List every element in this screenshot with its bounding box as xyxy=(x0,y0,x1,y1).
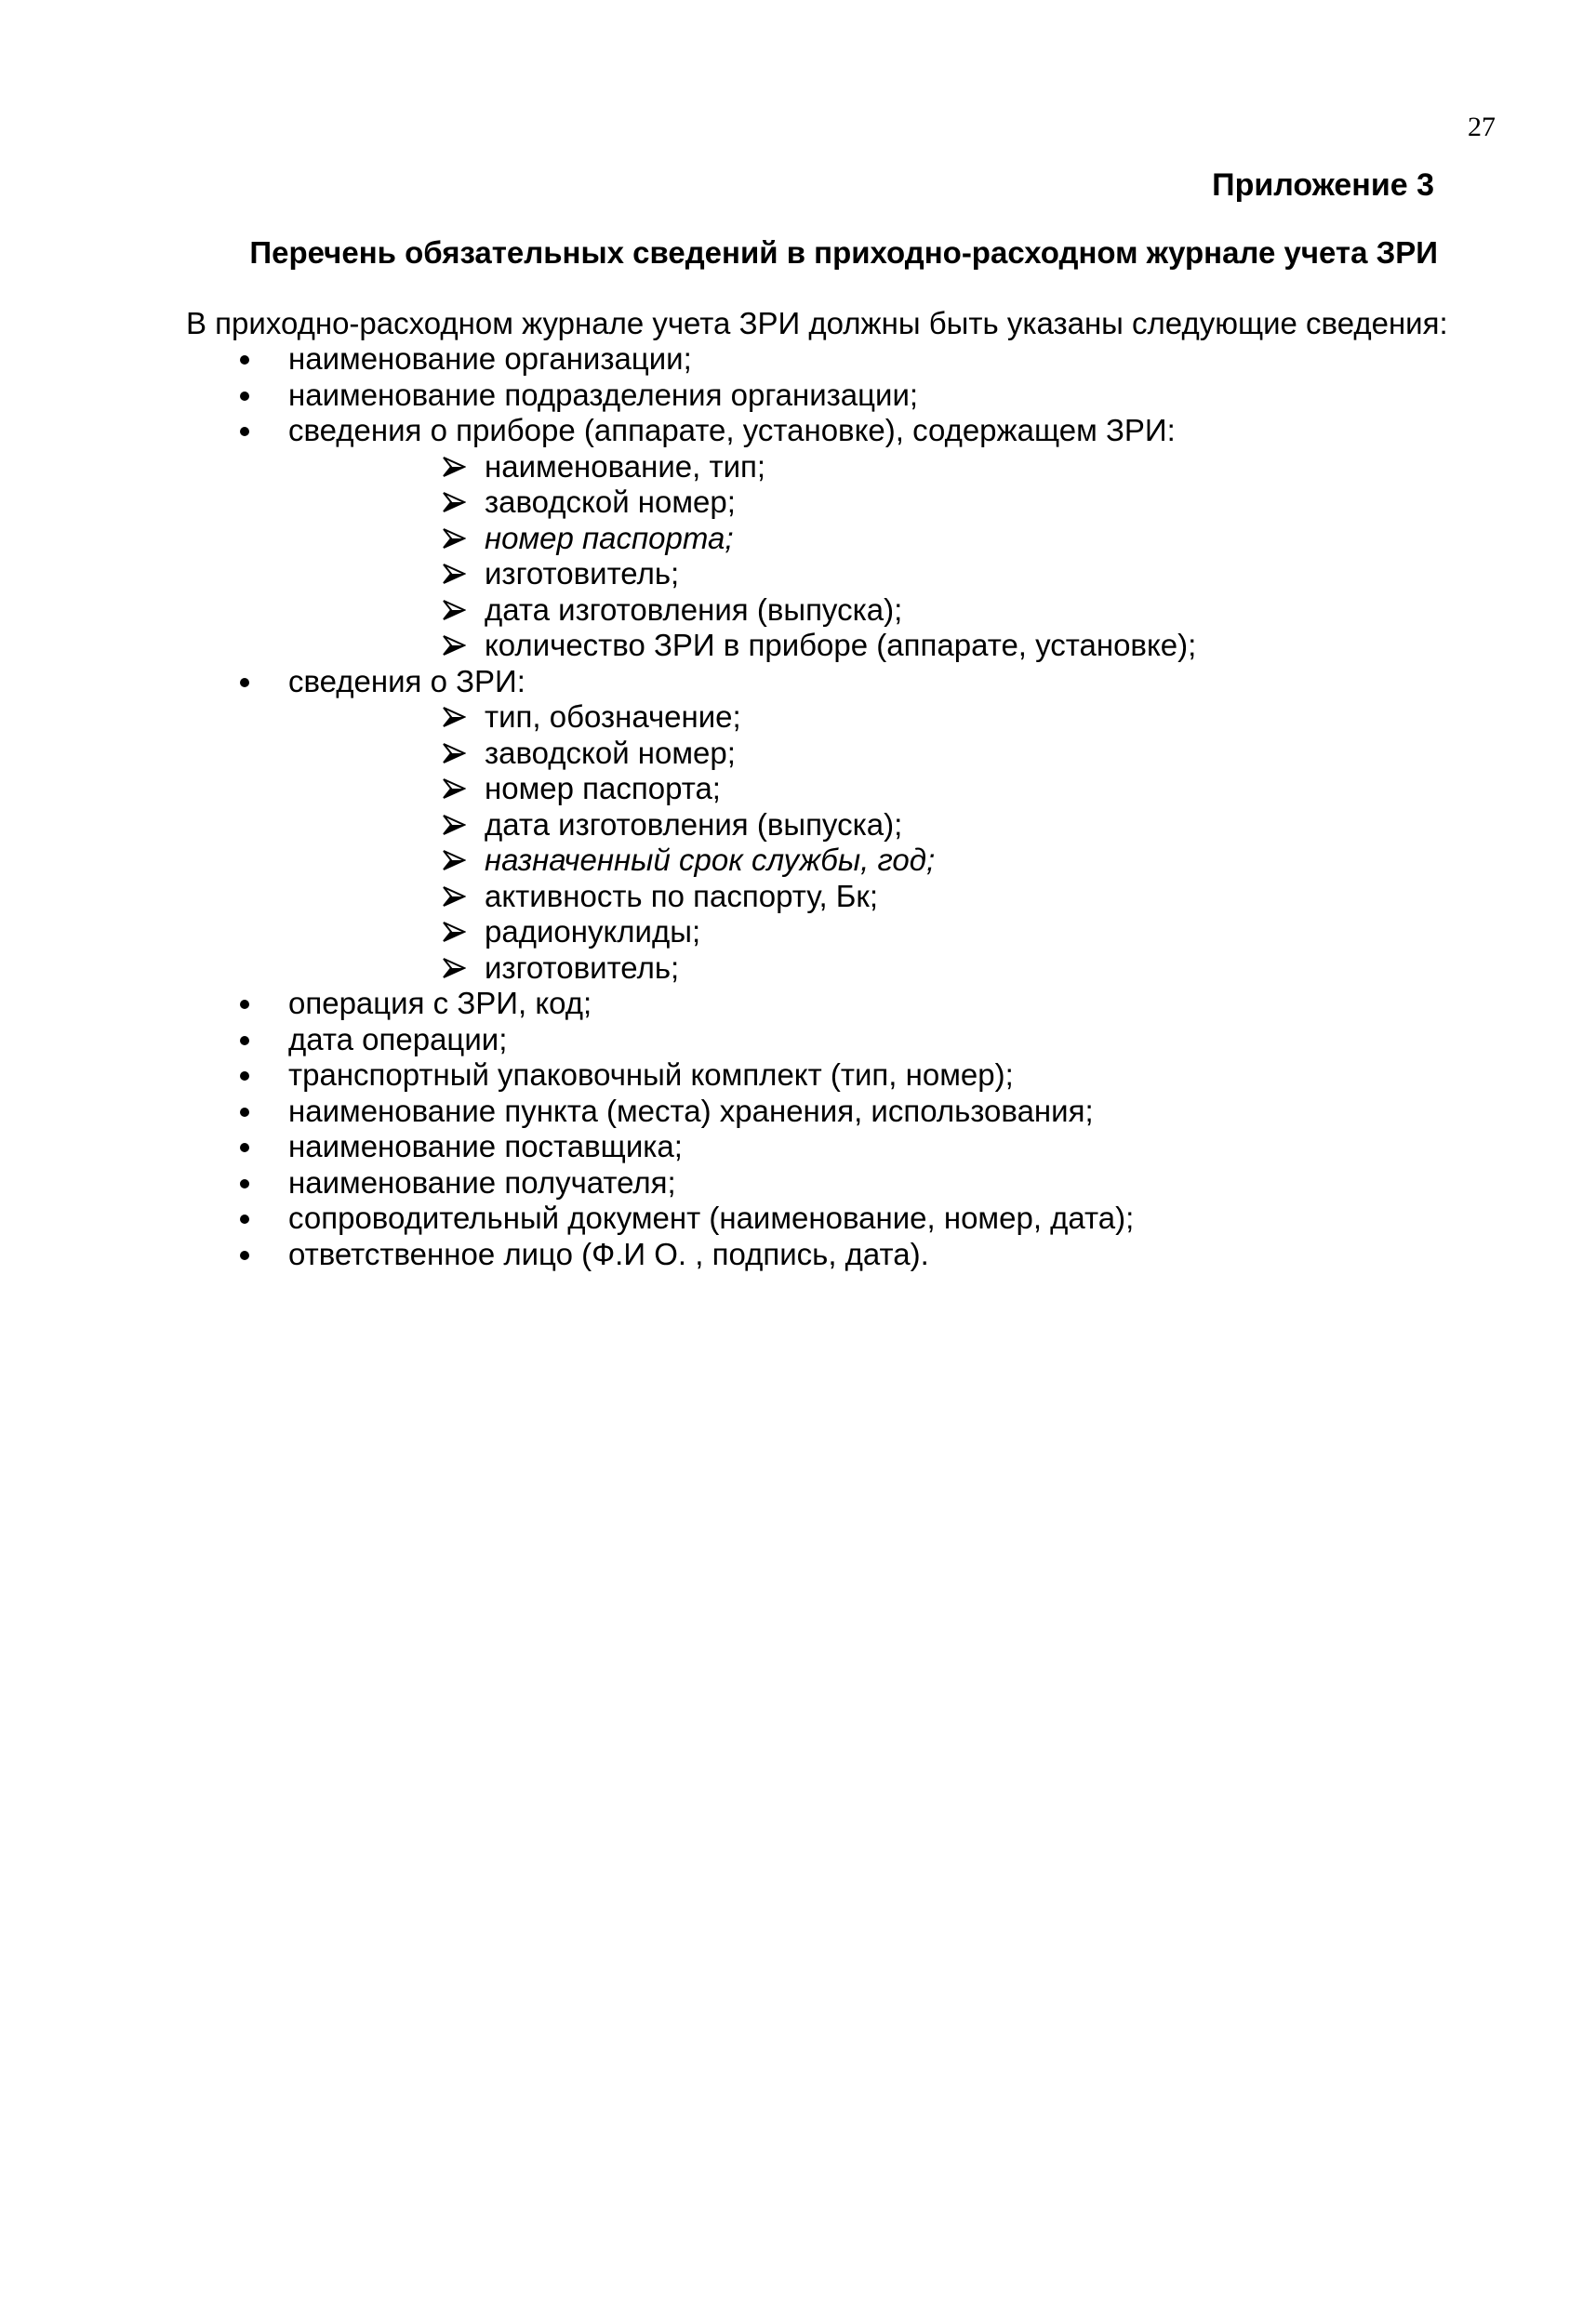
bullet-dot-icon xyxy=(240,1000,249,1009)
sub-list-item xyxy=(0,628,1596,664)
arrowhead-bullet-icon xyxy=(442,527,466,550)
bullet-dot-icon xyxy=(240,678,249,687)
list-item xyxy=(0,1201,1596,1237)
requirements-list xyxy=(0,341,1596,1272)
document-title: Перечень обязательных сведений в приходно-расходном журнале учета ЗРИ xyxy=(249,235,1438,270)
sub-list-item-text: изготовитель; xyxy=(485,949,680,985)
bullet-dot-icon xyxy=(240,1108,249,1117)
sub-list-item-text: активность по паспорту, Бк; xyxy=(485,878,879,913)
sub-list-item xyxy=(0,485,1596,521)
sub-list-item-text: дата изготовления (выпуска); xyxy=(485,806,903,842)
sub-list-item-text: дата изготовления (выпуска); xyxy=(485,591,903,627)
sub-list-item-text: заводской номер; xyxy=(485,735,736,770)
list-item-text: сведения о приборе (аппарате, установке), содержащем ЗРИ: xyxy=(288,413,1176,447)
arrowhead-bullet-icon xyxy=(442,706,466,728)
list-item-text: наименование получателя; xyxy=(288,1164,676,1200)
arrowhead-bullet-icon xyxy=(442,921,466,943)
sub-list-item-text: тип, обозначение; xyxy=(485,699,741,734)
sub-list-item xyxy=(0,950,1596,987)
bullet-dot-icon xyxy=(240,1036,249,1045)
bullet-dot-icon xyxy=(240,1143,249,1152)
arrowhead-bullet-icon xyxy=(442,456,466,478)
list-item-text: дата операции; xyxy=(288,1021,508,1056)
arrowhead-bullet-icon xyxy=(442,957,466,979)
list-item xyxy=(0,664,1596,700)
list-item xyxy=(0,413,1596,449)
list-item-text: операция с ЗРИ, код; xyxy=(288,986,592,1020)
sub-list-item xyxy=(0,699,1596,736)
sub-list-item xyxy=(0,736,1596,772)
list-item-text: сведения о ЗРИ: xyxy=(288,663,525,698)
bullet-dot-icon xyxy=(240,355,249,365)
bullet-dot-icon xyxy=(240,1179,249,1188)
list-item xyxy=(0,341,1596,378)
bullet-dot-icon xyxy=(240,392,249,401)
list-item-text: ответственное лицо (Ф.И О. , подпись, дата). xyxy=(288,1236,929,1271)
sub-list-item-text: номер паспорта; xyxy=(485,771,721,805)
list-item-text: наименование организации; xyxy=(288,341,692,376)
list-item-text: наименование пункта (места) хранения, использования; xyxy=(288,1093,1094,1128)
appendix-label: Приложение 3 xyxy=(1212,167,1434,203)
list-item-text: наименование подразделения организации; xyxy=(288,377,919,412)
list-item xyxy=(0,986,1596,1022)
arrowhead-bullet-icon xyxy=(442,777,466,800)
bullet-dot-icon xyxy=(240,427,249,436)
arrowhead-bullet-icon xyxy=(442,742,466,764)
sub-list-item xyxy=(0,592,1596,629)
arrowhead-bullet-icon xyxy=(442,634,466,657)
list-item xyxy=(0,378,1596,414)
sub-list-item-text: заводской номер; xyxy=(485,485,736,519)
page-number: 27 xyxy=(1468,112,1496,142)
bullet-dot-icon xyxy=(240,1251,249,1260)
sub-list-item xyxy=(0,449,1596,485)
list-item-text: сопроводительный документ (наименование, номер, дата); xyxy=(288,1201,1135,1235)
intro-paragraph: В приходно-расходном журнале учета ЗРИ должны быть указаны следующие сведения: xyxy=(186,306,1448,340)
list-item xyxy=(0,1094,1596,1130)
arrowhead-bullet-icon xyxy=(442,849,466,871)
sub-list-item xyxy=(0,556,1596,592)
sub-list-item-text: номер паспорта; xyxy=(485,520,734,555)
sub-list-item-text: изготовитель; xyxy=(485,556,680,591)
list-item-text: транспортный упаковочный комплект (тип, номер); xyxy=(288,1057,1014,1092)
bullet-dot-icon xyxy=(240,1215,249,1224)
sub-list-item xyxy=(0,521,1596,557)
sub-list-item xyxy=(0,914,1596,950)
list-item xyxy=(0,1057,1596,1094)
sub-list-item xyxy=(0,807,1596,843)
list-item xyxy=(0,1237,1596,1273)
sub-list-item xyxy=(0,771,1596,807)
arrowhead-bullet-icon xyxy=(442,563,466,585)
sub-list-item-text: количество ЗРИ в приборе (аппарате, установке); xyxy=(485,628,1197,662)
arrowhead-bullet-icon xyxy=(442,814,466,836)
sub-list-item xyxy=(0,879,1596,915)
sub-list-item-text: радионуклиды; xyxy=(485,914,701,949)
list-item-text: наименование поставщика; xyxy=(288,1129,683,1163)
bullet-dot-icon xyxy=(240,1071,249,1081)
sub-list-item xyxy=(0,843,1596,879)
list-item xyxy=(0,1165,1596,1202)
arrowhead-bullet-icon xyxy=(442,599,466,621)
sub-list-item-text: назначенный срок службы, год; xyxy=(485,843,936,877)
sub-list-item-text: наименование, тип; xyxy=(485,448,766,484)
arrowhead-bullet-icon xyxy=(442,491,466,513)
list-item xyxy=(0,1129,1596,1165)
list-item xyxy=(0,1022,1596,1058)
arrowhead-bullet-icon xyxy=(442,885,466,908)
